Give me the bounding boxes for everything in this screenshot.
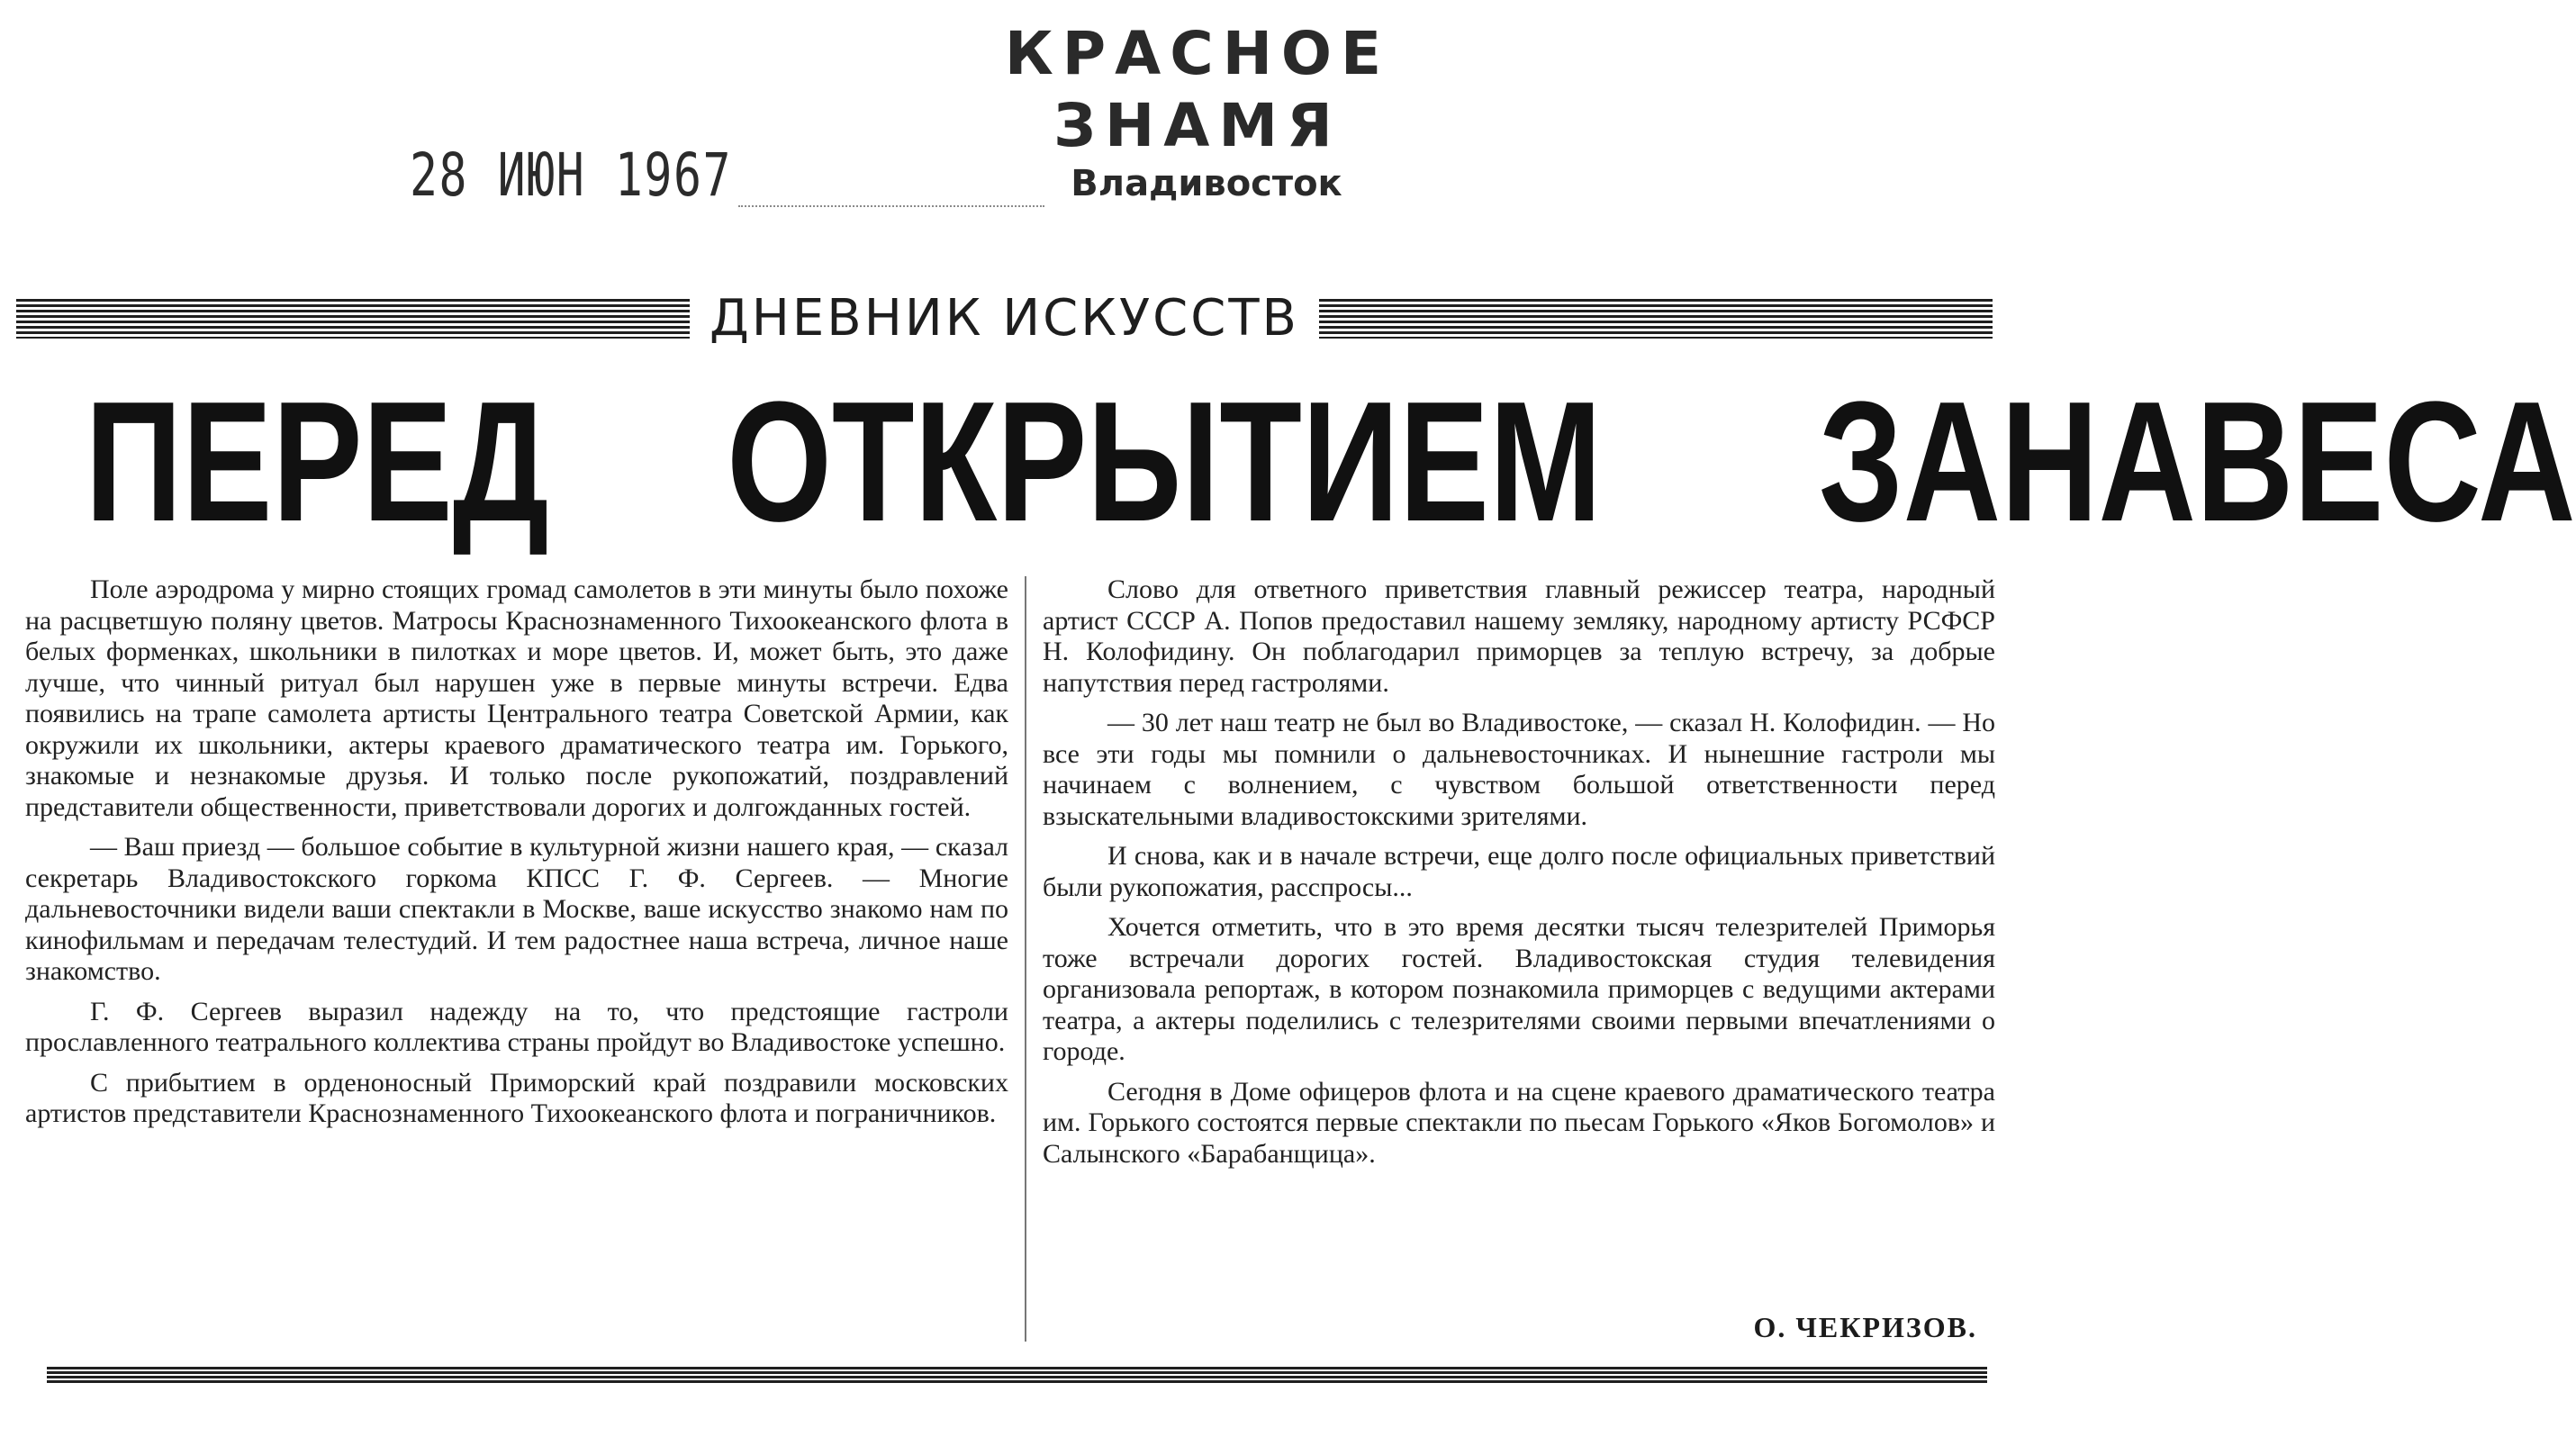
article-paragraph: — Ваш приезд — большое событие в культурной жизни нашего края, — сказал секретарь Владивостокского горкома КПСС Г. Ф. Сергеев. — Многие дальневосточники видели ваши спектакли в Москве, ваше искусство знакомо нам по кинофильмам и передачам телестудий. И тем радостнее наша встреча, личное наше знакомство. (25, 832, 1008, 986)
headline-word: ПЕРЕД (85, 366, 549, 557)
headline-word: ЗАНАВЕСА (1819, 366, 2576, 557)
article-paragraph: Г. Ф. Сергеев выразил надежду на то, что предстоящие гастроли прославленного театрального коллектива страны пройдут во Владивостоке успешно. (25, 996, 1008, 1057)
headline-word: ОТКРЫТИЕМ (727, 366, 1603, 557)
newspaper-city: Владивосток (1071, 163, 1342, 204)
article-paragraph: Хочется отметить, что в это время десятки тысяч телезрителей Приморья тоже встречали дорогих гостей. Владивостокская студия телевидения организовала репортаж, в котором познакомила приморцев с ведущими актерами театра, а актеры поделились с телезрителями своими первыми впечатлениями о городе. (1043, 912, 1995, 1066)
rubric-title: ДНЕВНИК ИСКУССТВ (710, 289, 1299, 348)
author-signature: О. ЧЕКРИЗОВ. (1753, 1311, 1977, 1343)
newspaper-stamp (909, 18, 1486, 205)
article-column-right (1043, 574, 1995, 1349)
article-paragraph: С прибытием в орденоносный Приморский край поздравили московских артистов представители Краснознаменного Тихоокеанского флота и пограничников. (25, 1067, 1008, 1128)
column-divider (1025, 576, 1026, 1342)
headline (23, 366, 2576, 557)
article-paragraph: Сегодня в Доме офицеров флота и на сцене краевого драматического театра им. Горького состоятся первые спектакли по пьесам Горького «Яков Богомолов» и Салынского «Барабанщица». (1043, 1076, 1995, 1169)
date-underline (738, 205, 1044, 207)
article-paragraph: И снова, как и в начале встречи, еще долго после официальных приветствий были рукопожатия, расспросы... (1043, 841, 1995, 902)
date-stamp: 28 ИЮН 1967 (410, 140, 733, 210)
rubric-bar (16, 289, 1993, 348)
rubric-rule-left (16, 299, 690, 339)
article-paragraph: Слово для ответного приветствия главный режиссер театра, народный артист СССР А. Попов предоставил нашему земляку, народному артисту РСФСР Н. Колофидину. Он поблагодарил приморцев за теплую встречу, за добрые напутствия перед гастролями. (1043, 574, 1995, 698)
article-body (25, 574, 1995, 1351)
article-paragraph: — 30 лет наш театр не был во Владивостоке, — сказал Н. Колофидин. — Но все эти годы мы помнили о дальневосточниках. И нынешние гастроли мы начинаем с волнением, с чувством большой ответственности перед взыскательными владивостокскими зрителями. (1043, 708, 1995, 831)
rubric-rule-right (1319, 299, 1993, 339)
bottom-rule (47, 1367, 1987, 1383)
article-column-left (25, 574, 1008, 1349)
newspaper-name: КРАСНОЕ ЗНАМЯ (1004, 19, 1391, 160)
article-paragraph: Поле аэродрома у мирно стоящих громад самолетов в эти минуты было похоже на расцветшую поляну цветов. Матросы Краснознаменного Тихоокеанского флота в белых форменках, школьники в пилотках и море цветов. И, может быть, это даже лучше, что чинный ритуал был нарушен уже в первые минуты встречи. Едва появились на трапе самолета артисты Центрального театра Советской Армии, как окружили их школьники, актеры краевого драматического театра им. Горького, знакомые и незнакомые друзья. И только после рукопожатий, поздравлений представители общественности, приветствовали дорогих и долгожданных гостей. (25, 574, 1008, 822)
